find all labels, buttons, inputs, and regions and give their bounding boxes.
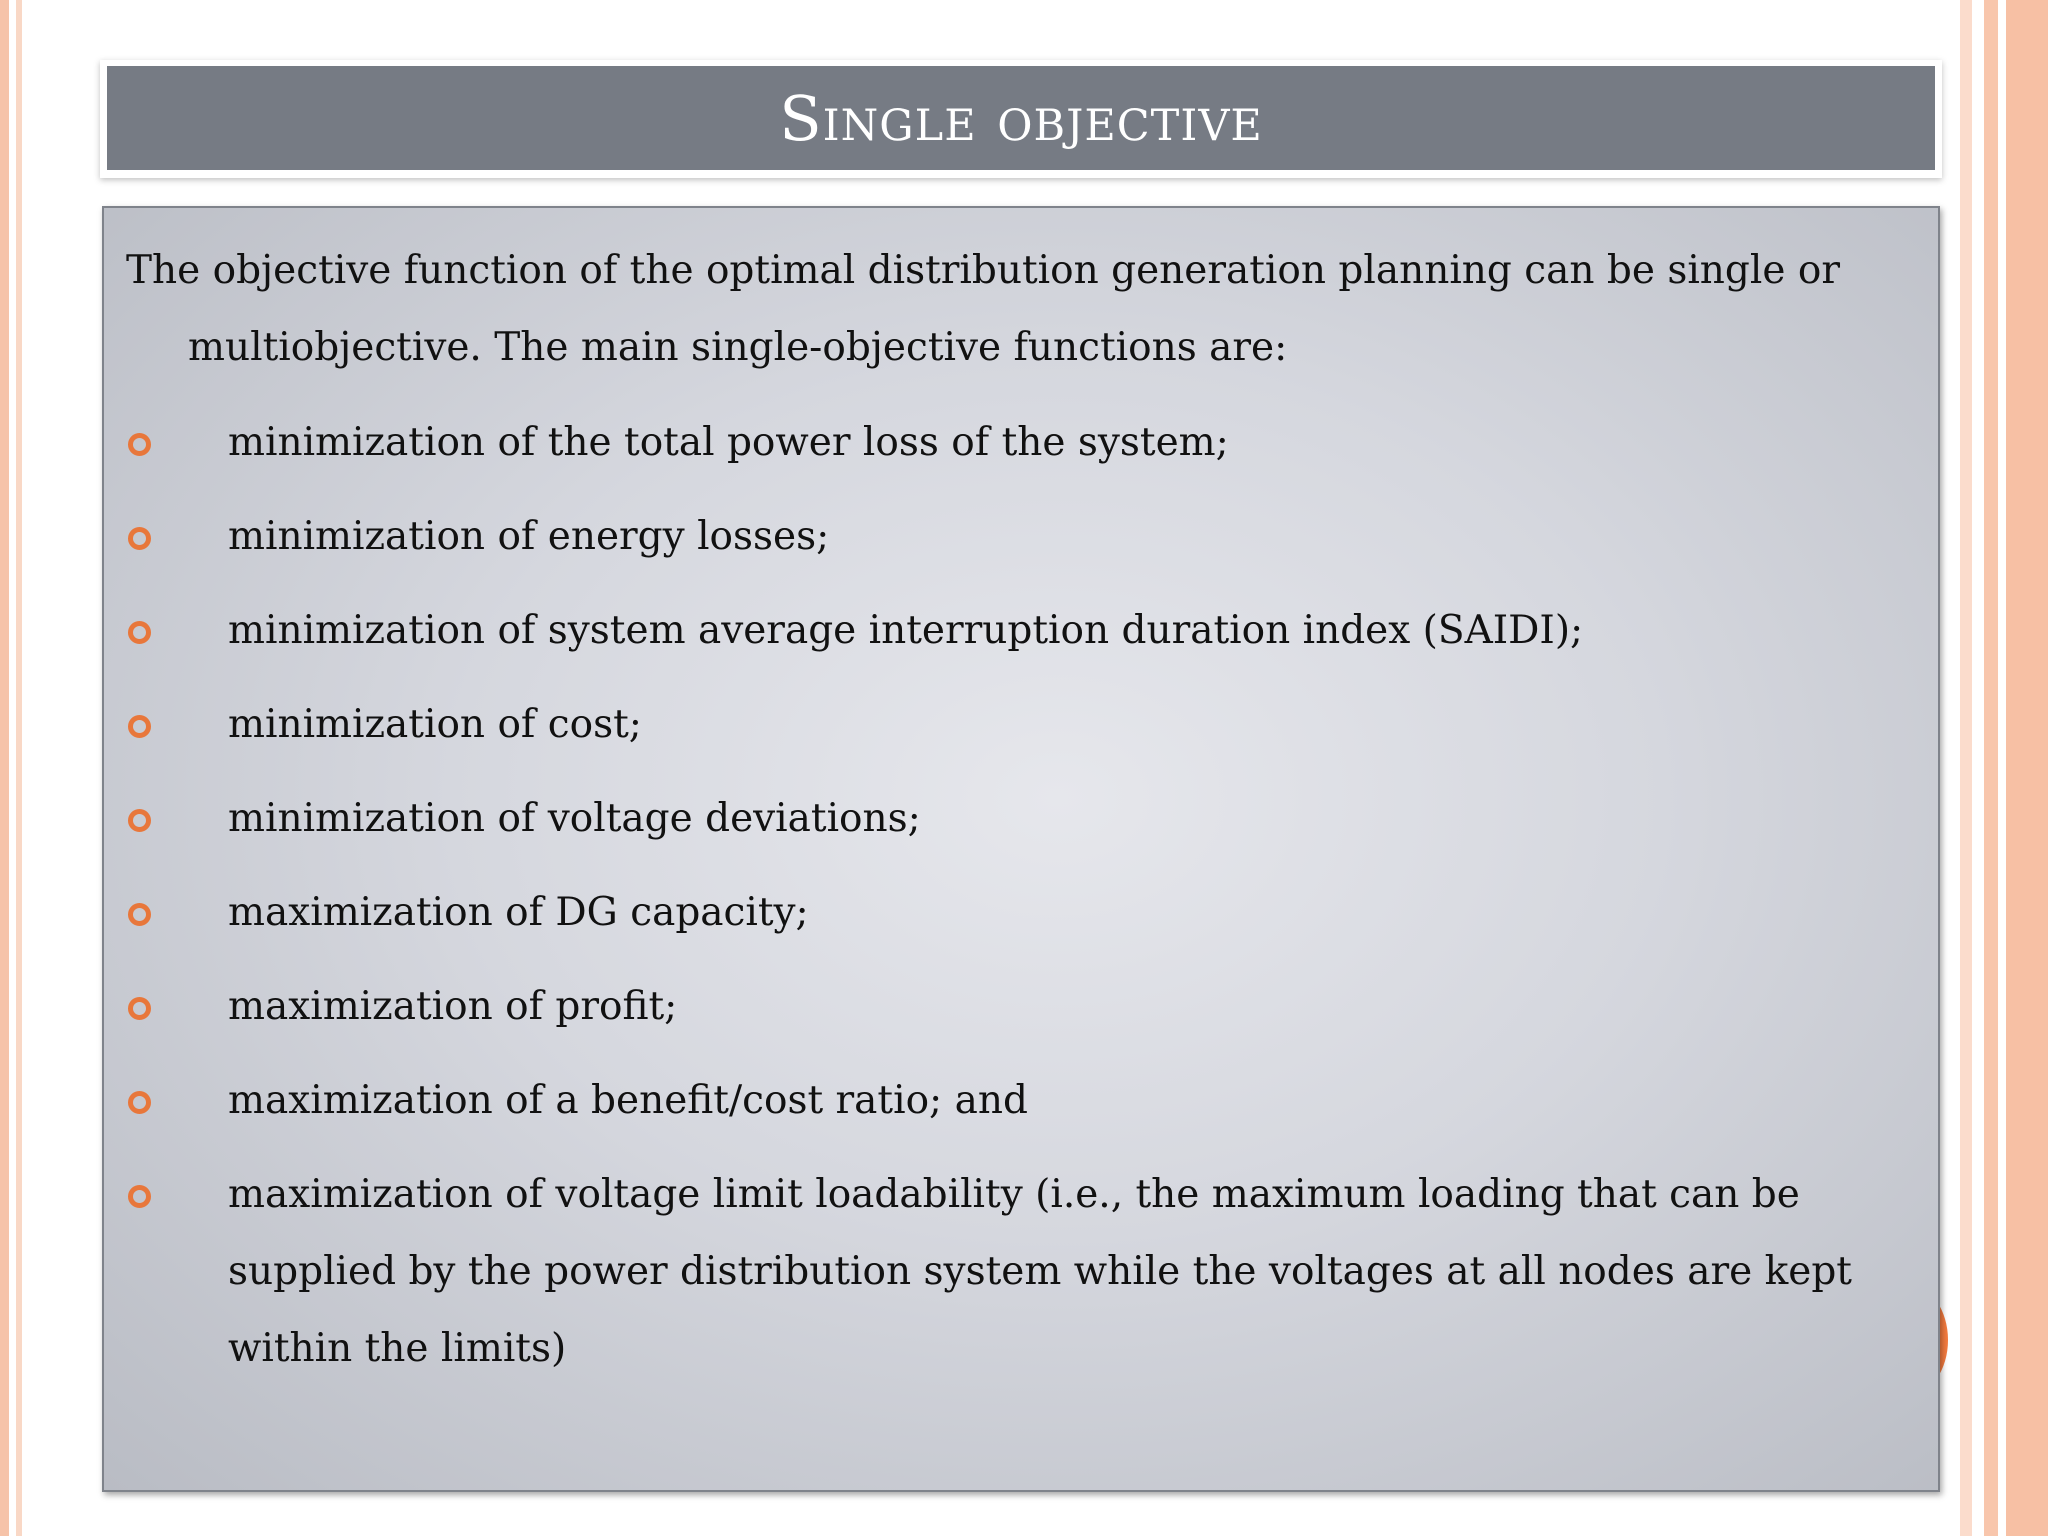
slide-title-bar [100, 60, 1942, 178]
bullet-circle-icon [128, 621, 151, 644]
list-item-text: maximization of profit; [228, 984, 678, 1029]
slide-title: Single objective [779, 81, 1263, 155]
bullet-circle-icon [128, 997, 151, 1020]
list-item-text: minimization of energy losses; [228, 514, 830, 559]
left-edge-stripe [0, 0, 9, 1536]
list-item [126, 874, 1906, 951]
bullet-circle-icon [128, 715, 151, 738]
list-item-text: minimization of cost; [228, 702, 642, 747]
bullet-circle-icon [128, 1091, 151, 1114]
list-item [126, 404, 1906, 481]
bullet-circle-icon [128, 433, 151, 456]
list-item-text: maximization of voltage limit loadability (i.e., the maximum loading that can be supplied by the power distribution system while the voltages at all nodes are kept within the limits) [228, 1172, 1852, 1371]
list-item-text: maximization of a benefit/cost ratio; and [228, 1078, 1028, 1123]
right-edge-stripe-b [1984, 0, 1998, 1536]
list-item [126, 498, 1906, 575]
right-edge-stripe-a [1960, 0, 1972, 1536]
list-item [126, 686, 1906, 763]
right-edge-stripe-c [2006, 0, 2048, 1536]
list-item-text: maximization of DG capacity; [228, 890, 809, 935]
list-item-text: minimization of system average interruption duration index (SAIDI); [228, 608, 1584, 653]
intro-paragraph: The objective function of the optimal distribution generation planning can be single or multiobjective. The main single-objective functions are: [126, 248, 1840, 370]
slide-title-background [107, 66, 1935, 170]
list-item-text: minimization of voltage deviations; [228, 796, 921, 841]
bullet-circle-icon [128, 1185, 151, 1208]
left-edge-stripe-inner [16, 0, 22, 1536]
list-item [126, 592, 1906, 669]
objective-list [126, 404, 1906, 1404]
list-item-text: minimization of the total power loss of the system; [228, 420, 1229, 465]
bullet-circle-icon [128, 527, 151, 550]
slide-content-box [102, 206, 1940, 1492]
bullet-circle-icon [128, 903, 151, 926]
list-item [126, 968, 1906, 1045]
bullet-circle-icon [128, 809, 151, 832]
list-item [126, 1062, 1906, 1139]
list-item [126, 1156, 1906, 1387]
list-item [126, 780, 1906, 857]
